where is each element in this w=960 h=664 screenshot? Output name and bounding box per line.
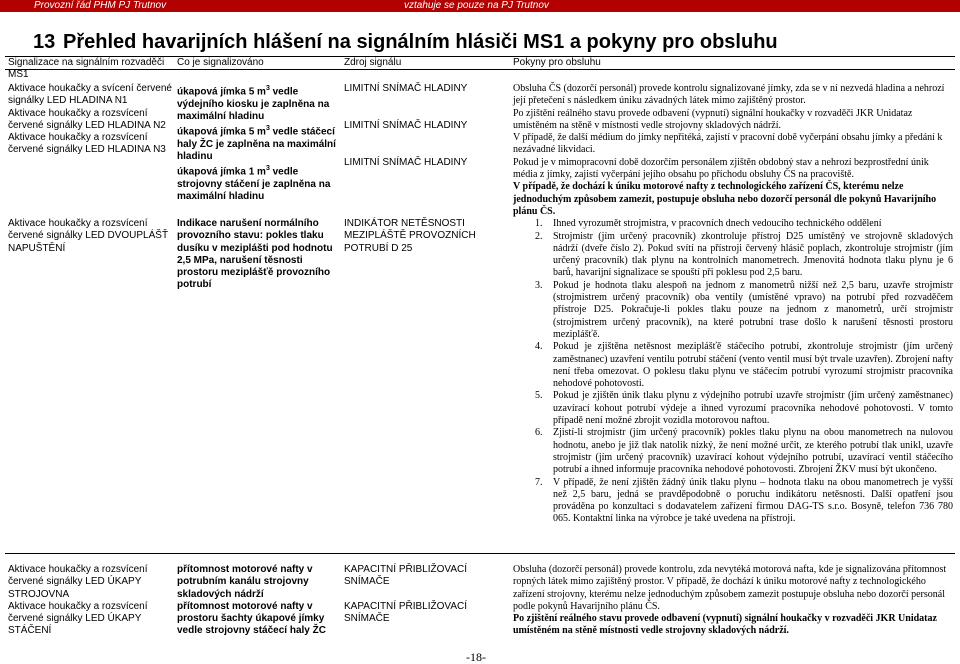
what-group-levels	[177, 83, 337, 204]
instructions-leak-bold: V případě, že dochází k úniku motorové nafty z technologického zařízení ČS, kterému nelze jednoduchým způsobem zamezit, postupuje obsluha nebo dozorčí personál dle pokynů Havarijního plánu ČS.	[513, 181, 937, 217]
signal-group-ukapy	[8, 564, 173, 638]
instructions-steps	[513, 218, 953, 525]
what-ukapy-staceni: přítomnost motorové nafty v prostoru šachty úkapové jímky vedle strojovny stáčecí haly ŽC	[177, 600, 326, 637]
running-header	[0, 0, 960, 12]
instructions-capacitive-check: Obsluha (dozorčí personál) provede kontrolu, zda nevytéká motorová nafta, kde je signalizována přítomnost ropných látek mimo zajištěný prostor. V případě, že dochází k úniku motorové nafty z technologického zařízení strojovny, kterému nelze jednoduchým způsobem zamezit postupuje obsluha nebo dozorčí personál podle pokynů Havarijního plánu ČS.	[513, 564, 947, 612]
running-header-center: vztahuje se pouze na PJ Trutnov	[404, 0, 549, 11]
signal-n2: Aktivace houkačky a rozsvícení červené signálky LED HLADINA N2	[8, 107, 166, 131]
instructions-capacitive-reset: Po zjištění reálného stavu provede odbavení (vypnutí) signální houkačky v rozvaděči JKR Unidataz umístěném na stěně místnosti vedle strojovny skladových nádrží.	[513, 613, 937, 637]
signal-n3: Aktivace houkačky a rozsvícení červené signálky LED HLADINA N3	[8, 132, 166, 156]
column-header-source: Zdroj signálu	[344, 57, 402, 68]
section-title	[33, 30, 953, 54]
column-header-instructions: Pokyny pro obsluhu	[513, 57, 601, 68]
column-header-signal: Signalizace na signálním rozvaděči MS1	[8, 57, 165, 80]
signal-ukapy-stacení: Aktivace houkačky a rozsvícení červené signálky LED ÚKAPY STÁČENÍ	[8, 600, 148, 637]
list-item: 6. Zjistí-li strojmistr (jím určený pracovník) pokles tlaku plynu na obou manometrech na nulovou hodnotu, anebo je již tlak natolik nízký, že není možné určit, ze kterého potrubí tlak unikl, uzavře strojmistr (jím určený pracovník) uzavírací kohout výdejního potrubí, uzavírací ventil stáčecího potrubí a ihned informuje pracovníka nehodové pohotovosti. Zbrojení ŽKV musí být ukončeno.	[535, 427, 953, 476]
instructions-capacitive	[513, 564, 953, 638]
source-ukapy-strojovna: KAPACITNÍ PŘIBLIŽOVACÍ SNÍMAČE	[344, 564, 467, 588]
instructions-levels	[513, 83, 953, 526]
what-n3: úkapová jímka 1 $m^3$ vedle strojovny stáčení je zaplněna na maximální hladinu	[177, 165, 331, 203]
what-n1: úkapová jímka 5 $m^3$ vedle výdejního kiosku je zaplněna na maximální hladinu	[177, 85, 330, 122]
instructions-levels-check: Obsluha ČS (dozorčí personál) provede kontrolu signalizované jímky, zda se v ní nezvedá hladina a nehrozí její přetečení s následkem úniku závadných látek mimo zajištěný prostor.	[513, 83, 945, 107]
signal-n1: Aktivace houkačky a svícení červené signálky LED HLADINA N1	[8, 83, 172, 107]
list-item: 7. V případě, že není zjištěn žádný únik tlaku plynu – hodnota tlaku na obou manometrech je vyšší než 2,5 baru, jedná se pravděpodobně o poruchu indikátoru netěsnosti. Další opatření jsou prováděna po konzultaci s dodavatelem zařízení firmou DAG-TS s.r.o. Bosyně, telefon 736 780 065. Kontaktní linka na výrobce je také uvedena na přístroji.	[535, 476, 953, 525]
source-ukapy-staceni: KAPACITNÍ PŘIBLIŽOVACÍ SNÍMAČE	[344, 601, 467, 625]
what-ukapy-strojovna: přítomnost motorové nafty v potrubním kanálu strojovny skladových nádrží	[177, 564, 313, 600]
running-header-left: Provozní řád PHM PJ Trutnov	[34, 0, 167, 11]
list-item: 1. Ihned vyrozumět strojmistra, v pracovních dnech vedoucího technického oddělení	[535, 218, 882, 230]
source-n2: LIMITNÍ SNÍMAČ HLADINY	[344, 120, 468, 131]
list-item: 4. Pokud je zjištěna netěsnost meziplášťě stáčecího potrubí, zkontroluje strojmistr (jím určený zaměstnanec) uzavření ventilu potrubí stáčení (vento ventil musí být trvale uzavřen). Zbrojení nafty není třeba omezovat. O poklesu tlaku plynu ve stáčecím potrubí vyrozumí strojmistr pracovníka nehodové pohotovosti.	[535, 341, 953, 390]
instructions-leak-intro: Pokud je v mimopracovní době dozorčím personálem zjištěn obdobný stav a nehrozí bezprostřední únik média z jímky, zajistí vyčerpání jejího obsahu po příchodu obsluhy ČS na pracoviště.	[513, 156, 929, 181]
table-row-rule	[5, 553, 955, 554]
what-dvouplast: Indikace narušení normálního provozního stavu: pokles tlaku dusíku v meziplášti pod hodnotu 2,5 MPa, narušení těsnosti prostoru meziplášťě provozního potrubí	[177, 218, 333, 291]
instructions-levels-empty: V případě, že další médium do jímky nepřitéká, zajistí v pracovní době vyčerpání obsahu jímky a předání k nezávadné likvidaci.	[513, 132, 943, 156]
section-title-text: Přehled havarijních hlášení na signálním hlásiči MS1 a pokyny pro obsluhu	[63, 31, 778, 53]
signal-dvouplast: Aktivace houkačky a rozsvícení červené signálky LED DVOUPLÁŠŤ NAPUŠTĚNÍ	[8, 218, 169, 254]
signal-ukapy-strojovna: Aktivace houkačky a rozsvícení červené signálky LED ÚKAPY STROJOVNA	[8, 564, 148, 600]
list-item: 5. Pokud je zjištěn únik tlaku plynu z výdejního potrubí uzavře strojmistr (jím určený zaměstnanec) uzavírací kohout potrubí výdeje a ihned vyrozumí pracovníka nehodové pohotovosti. V tomto případě není možné zbrojit vozidla motorovou naftou.	[535, 390, 953, 427]
signal-group-levels	[8, 83, 173, 157]
list-item: 3. Pokud je hodnota tlaku alespoň na jednom z manometrů nižší než 2,5 baru, uzavře strojmistr (strojmistrem určený pracovník) oba ventily (umístěné vpravo) na potrubí před rozvaděčem přístroje D25. Pokračuje-li pokles tlaku pouze na jednom z manometrů, určí strojmistr (strojmistrem určený pracovník), na které potrubní trase došlo k narušení těsnosti prostoru meziplášťě.	[535, 279, 953, 340]
what-n2: úkapová jímka 5 $m^3$ vedle stáčecí haly ŽC je zaplněna na maximální hladinu	[177, 125, 336, 163]
instructions-levels-reset: Po zjištění reálného stavu provede odbavení (vypnutí) signální houkačky v rozvaděči JKR Unidataz umístěném na stěně v místnosti vedle strojovny skladových nádrží.	[513, 107, 913, 131]
list-item: 2. Strojmistr (jím určený pracovník) zkontroluje přístroj D25 umístěný ve strojovně skladových nádrží (dveře číslo 2). Pokud svítí na přístroji červený hlásič poplach, zkontroluje strojmistr (jím určený pracovník) tlak plynu na kontrolních manometrech. Jmenovitá hodnota tlaku plynu je 6 barů, havarijní signalizace se spouští při poklesu pod 2,5 baru.	[535, 230, 953, 279]
section-number: 13	[33, 31, 56, 53]
source-n1: LIMITNÍ SNÍMAČ HLADINY	[344, 83, 468, 94]
source-dvouplast: INDIKÁTOR NETĚSNOSTI MEZIPLÁŠTĚ PROVOZNÍCH POTRUBÍ D 25	[344, 218, 476, 254]
source-n3: LIMITNÍ SNÍMAČ HLADINY	[344, 157, 468, 168]
what-group-ukapy	[177, 564, 337, 638]
page-number: -18-	[466, 650, 486, 664]
column-header-what: Co je signalizováno	[177, 57, 264, 68]
